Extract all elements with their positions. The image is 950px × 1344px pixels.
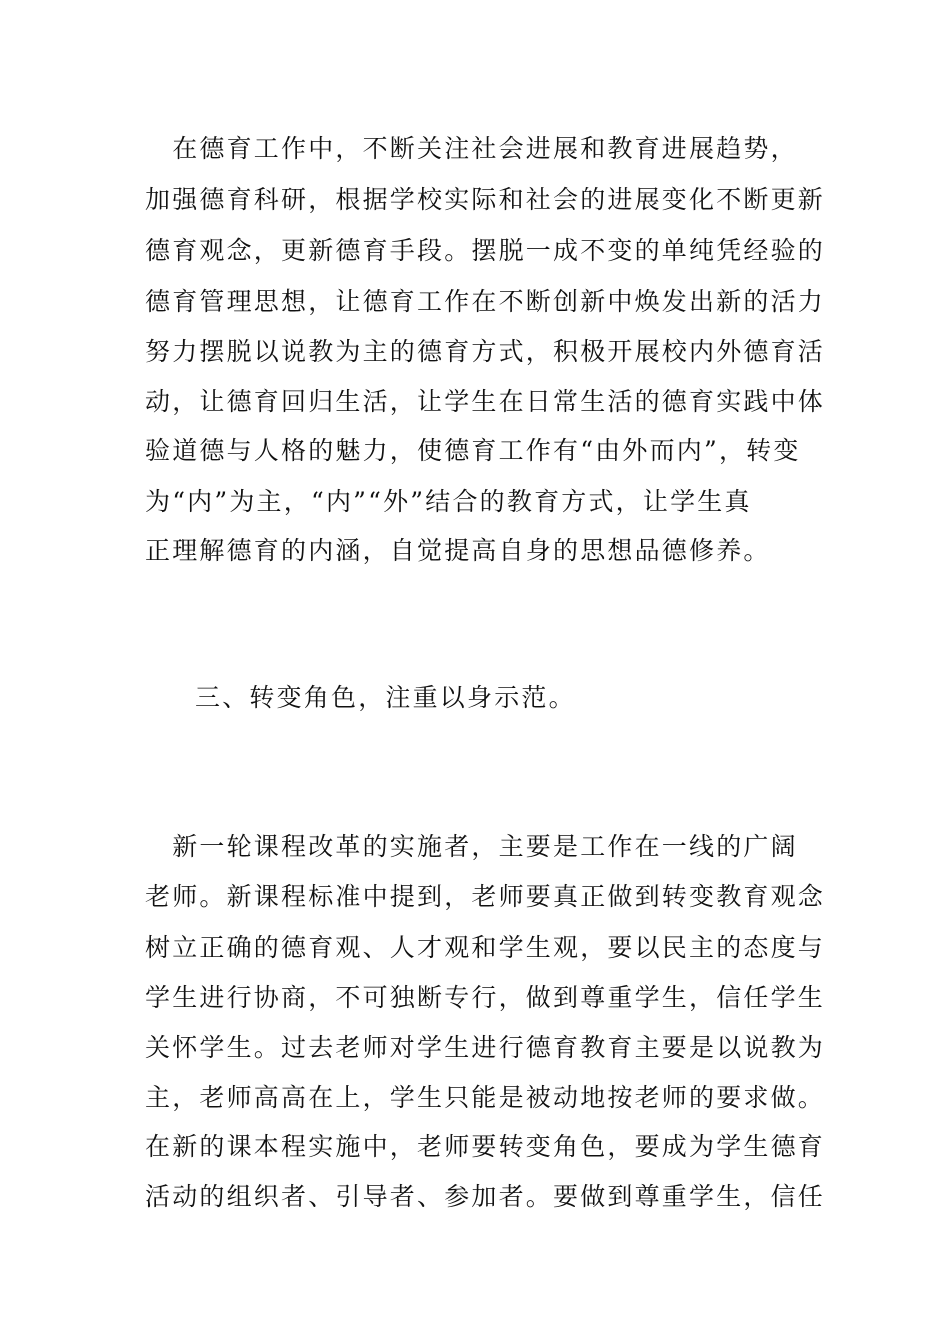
paragraph-line: 在德育工作中，不断关注社会进展和教育进展趋势， (145, 134, 798, 163)
paragraph-line: 主，老师高高在上，学生只能是被动地按老师的要求做。 (145, 1083, 826, 1112)
paragraph-line: 动，让德育回归生活，让学生在日常生活的德育实践中体 (145, 387, 826, 416)
paragraph-line: 树立正确的德育观、人才观和学生观，要以民主的态度与 (145, 933, 826, 962)
paragraph-line: 学生进行协商，不可独断专行，做到尊重学生，信任学生 (145, 983, 826, 1012)
paragraph-line: 活动的组织者、引导者、参加者。要做到尊重学生，信任 (145, 1182, 826, 1211)
paragraph-line: 德育观念，更新德育手段。摆脱一成不变的单纯凭经验的 (145, 236, 826, 265)
paragraph-line: 在新的课本程实施中，老师要转变角色，要成为学生德育 (145, 1132, 826, 1161)
section-heading: 三、转变角色，注重以身示范。 (195, 683, 576, 712)
paragraph-line: 加强德育科研，根据学校实际和社会的进展变化不断更新 (145, 185, 826, 214)
paragraph-line: 老师。新课程标准中提到，老师要真正做到转变教育观念 (145, 882, 826, 911)
paragraph-line: 为“内”为主，“内”“外”结合的教育方式，让学生真 (145, 487, 752, 516)
paragraph-line: 德育管理思想，让德育工作在不断创新中焕发出新的活力 (145, 287, 826, 316)
paragraph-line: 新一轮课程改革的实施者，主要是工作在一线的广阔 (145, 832, 798, 861)
paragraph-line: 努力摆脱以说教为主的德育方式，积极开展校内外德育活 (145, 337, 826, 366)
paragraph-line: 关怀学生。过去老师对学生进行德育教育主要是以说教为 (145, 1033, 826, 1062)
paragraph-line: 验道德与人格的魅力，使德育工作有“由外而内”，转变 (145, 436, 801, 465)
paragraph-line: 正理解德育的内涵，自觉提高自身的思想品德修养。 (145, 536, 771, 565)
